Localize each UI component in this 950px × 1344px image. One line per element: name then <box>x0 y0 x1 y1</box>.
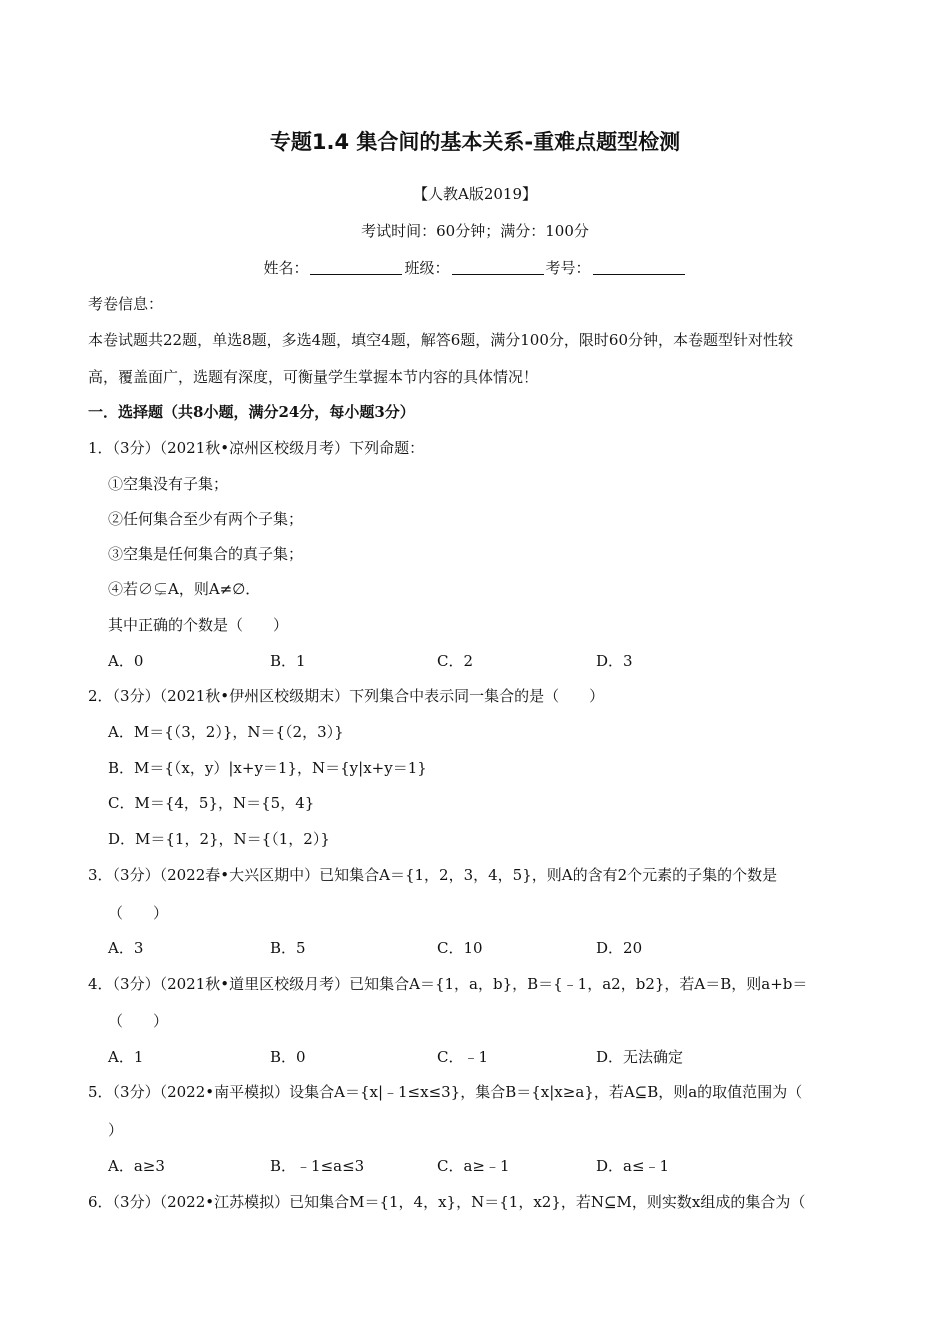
q1-statement-3: ③空集是任何集合的真子集； <box>108 545 304 563</box>
number-label: 考号： <box>545 259 591 277</box>
q5-option-c: C．a≥﹣1 <box>437 1157 510 1175</box>
q4-stem: 4．（3分）（2021秋•道里区校级月考）已知集合A＝{1，a，b}，B＝{﹣1，a2，b2}，若A＝B，则a+b＝ <box>88 975 808 993</box>
q4-option-a: A．1 <box>108 1048 144 1066</box>
notice-line-1: 本卷试题共22题，单选8题，多选4题，填空4题，解答6题，满分100分，限时60分钟，本卷题型针对性较 <box>88 331 793 349</box>
q4-option-d: D．无法确定 <box>596 1048 684 1066</box>
q1-option-d: D．3 <box>596 652 633 670</box>
q1-statement-1: ①空集没有子集； <box>108 475 229 493</box>
q5-option-b: B．﹣1≤a≤3 <box>270 1157 365 1175</box>
section-heading: 一．选择题（共8小题，满分24分，每小题3分） <box>88 403 415 421</box>
q2-option-c: C．M＝{4，5}，N＝{5，4} <box>108 794 315 812</box>
student-info-row <box>0 257 950 278</box>
class-label: 班级： <box>404 259 450 277</box>
q5-stem-cont: ） <box>108 1121 124 1139</box>
q3-option-c: C．10 <box>437 939 483 957</box>
q5-option-a: A．a≥3 <box>108 1157 165 1175</box>
name-blank <box>310 260 402 275</box>
name-label: 姓名： <box>263 259 309 277</box>
q4-option-b: B．0 <box>270 1048 306 1066</box>
q3-option-d: D．20 <box>596 939 643 957</box>
q2-option-b: B．M＝{（x，y）|x+y＝1}，N＝{y|x+y＝1} <box>108 759 427 777</box>
q4-option-c: C．﹣1 <box>437 1048 489 1066</box>
edition-label: 【人教A版2019】 <box>412 185 537 203</box>
q3-option-b: B．5 <box>270 939 306 957</box>
q1-statement-4: ④若∅⊊A，则A≠∅． <box>108 580 261 598</box>
number-blank <box>593 260 685 275</box>
q2-stem: 2．（3分）（2021秋•伊州区校级期末）下列集合中表示同一集合的是（ ） <box>88 687 605 705</box>
q3-stem-cont: （ ） <box>108 904 169 922</box>
q2-option-a: A．M＝{（3，2）}，N＝{（2，3）} <box>108 723 344 741</box>
notice-heading: 考卷信息： <box>88 295 164 313</box>
q3-option-a: A．3 <box>108 939 144 957</box>
q4-stem-cont: （ ） <box>108 1012 169 1030</box>
q3-stem: 3．（3分）（2022春•大兴区期中）已知集合A＝{1，2，3，4，5}，则A的含有2个元素的子集的个数是 <box>88 866 778 884</box>
q1-ask: 其中正确的个数是（ ） <box>108 616 289 634</box>
q1-statement-2: ②任何集合至少有两个子集； <box>108 510 304 528</box>
q1-stem: 1．（3分）（2021秋•凉州区校级月考）下列命题： <box>88 439 425 457</box>
q1-option-a: A．0 <box>108 652 144 670</box>
class-blank <box>452 260 544 275</box>
notice-line-2: 高，覆盖面广，选题有深度，可衡量学生掌握本节内容的具体情况！ <box>88 368 539 386</box>
q5-stem: 5．（3分）（2022•南平模拟）设集合A＝{x|﹣1≤x≤3}，集合B＝{x|x≥a}，若A⊆B，则a的取值范围为（ <box>88 1083 803 1101</box>
exam-info: 考试时间：60分钟；满分：100分 <box>361 222 589 240</box>
q1-option-c: C．2 <box>437 652 474 670</box>
q1-option-b: B．1 <box>270 652 306 670</box>
q5-option-d: D．a≤﹣1 <box>596 1157 670 1175</box>
q2-option-d: D．M＝{1，2}，N＝{（1，2）} <box>108 830 330 848</box>
page-title: 专题1.4 集合间的基本关系-重难点题型检测 <box>269 130 681 154</box>
q6-stem: 6．（3分）（2022•江苏模拟）已知集合M＝{1，4，x}，N＝{1，x2}，若N⊆M，则实数x组成的集合为（ <box>88 1193 806 1211</box>
